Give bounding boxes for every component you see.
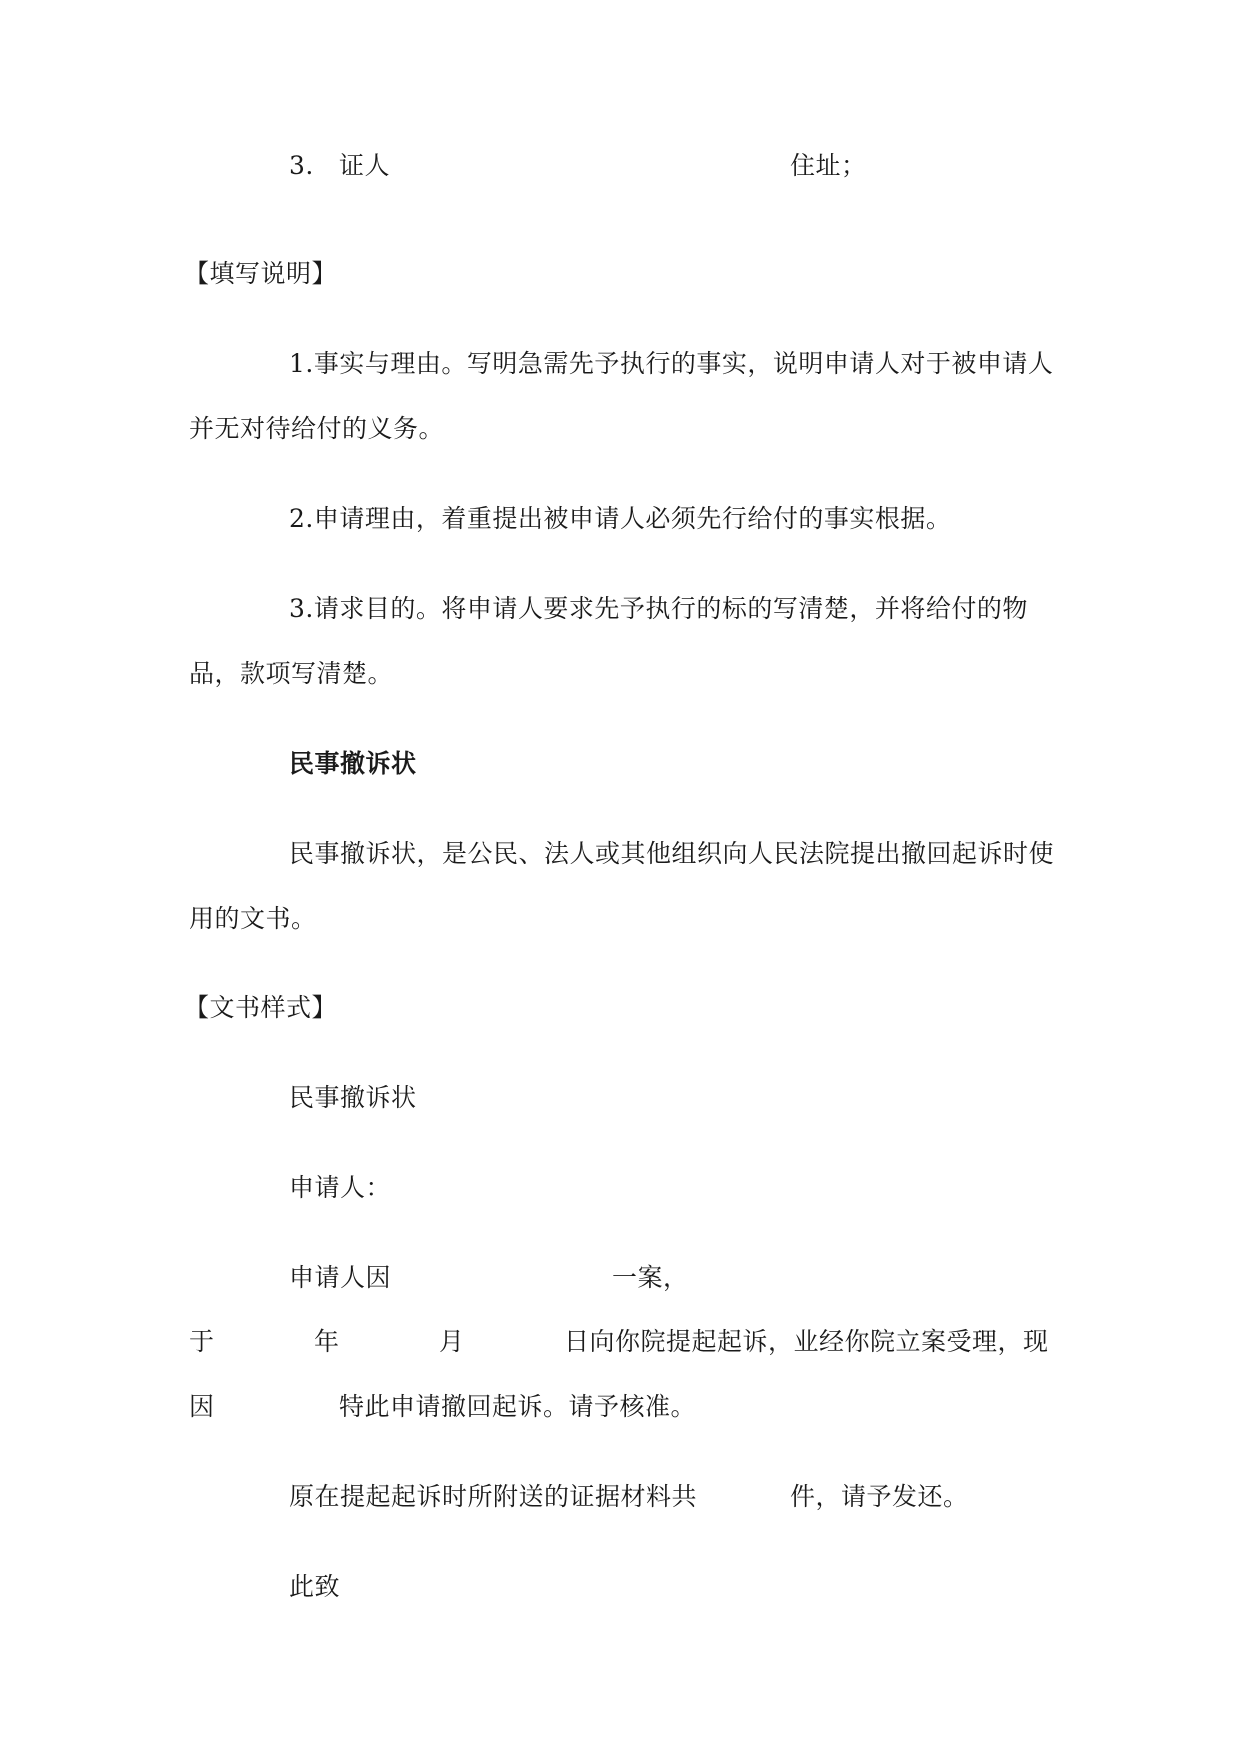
date-year: 年 — [314, 1327, 340, 1356]
fill-instructions-heading: 【填写说明】 — [184, 259, 338, 288]
case-suffix: 一案， — [612, 1263, 689, 1292]
witness-label: 证人 — [339, 151, 391, 180]
applicant-label: 申请人： — [289, 1173, 392, 1202]
instruction-item-1-line-1: 1.事实与理由。写明急需先予执行的事实，说明申请人对于被申请人 — [289, 349, 1054, 378]
reason-rest: 特此申请撤回起诉。请予核准。 — [339, 1392, 697, 1421]
reason-prefix: 因 — [189, 1392, 215, 1421]
witness-number: 3. — [289, 151, 314, 180]
instruction-item-3-line-1: 3.请求目的。将申请人要求先予执行的标的写清楚，并将给付的物 — [289, 594, 1028, 623]
instruction-item-2: 2.申请理由，着重提出被申请人必须先行给付的事实根据。 — [289, 504, 952, 533]
section-description-line-1: 民事撤诉状，是公民、法人或其他组织向人民法院提出撤回起诉时使 — [289, 839, 1055, 868]
date-month: 月 — [439, 1327, 465, 1356]
closing-salutation: 此致 — [289, 1572, 341, 1601]
date-yu: 于 — [189, 1327, 215, 1356]
instruction-item-3-line-2: 品，款项写清楚。 — [189, 659, 394, 688]
template-doc-title: 民事撤诉状 — [289, 1083, 417, 1112]
case-prefix: 申请人因 — [289, 1263, 392, 1292]
template-heading: 【文书样式】 — [184, 993, 338, 1022]
evidence-prefix: 原在提起起诉时所附送的证据材料共 — [289, 1482, 698, 1511]
instruction-item-1-line-2: 并无对待给付的义务。 — [189, 414, 445, 443]
evidence-suffix: 件，请予发还。 — [790, 1482, 969, 1511]
section-description-line-2: 用的文书。 — [189, 904, 317, 933]
date-rest: 日向你院提起起诉，业经你院立案受理，现 — [564, 1327, 1049, 1356]
witness-address-label: 住址； — [790, 151, 867, 180]
section-title: 民事撤诉状 — [289, 749, 417, 778]
